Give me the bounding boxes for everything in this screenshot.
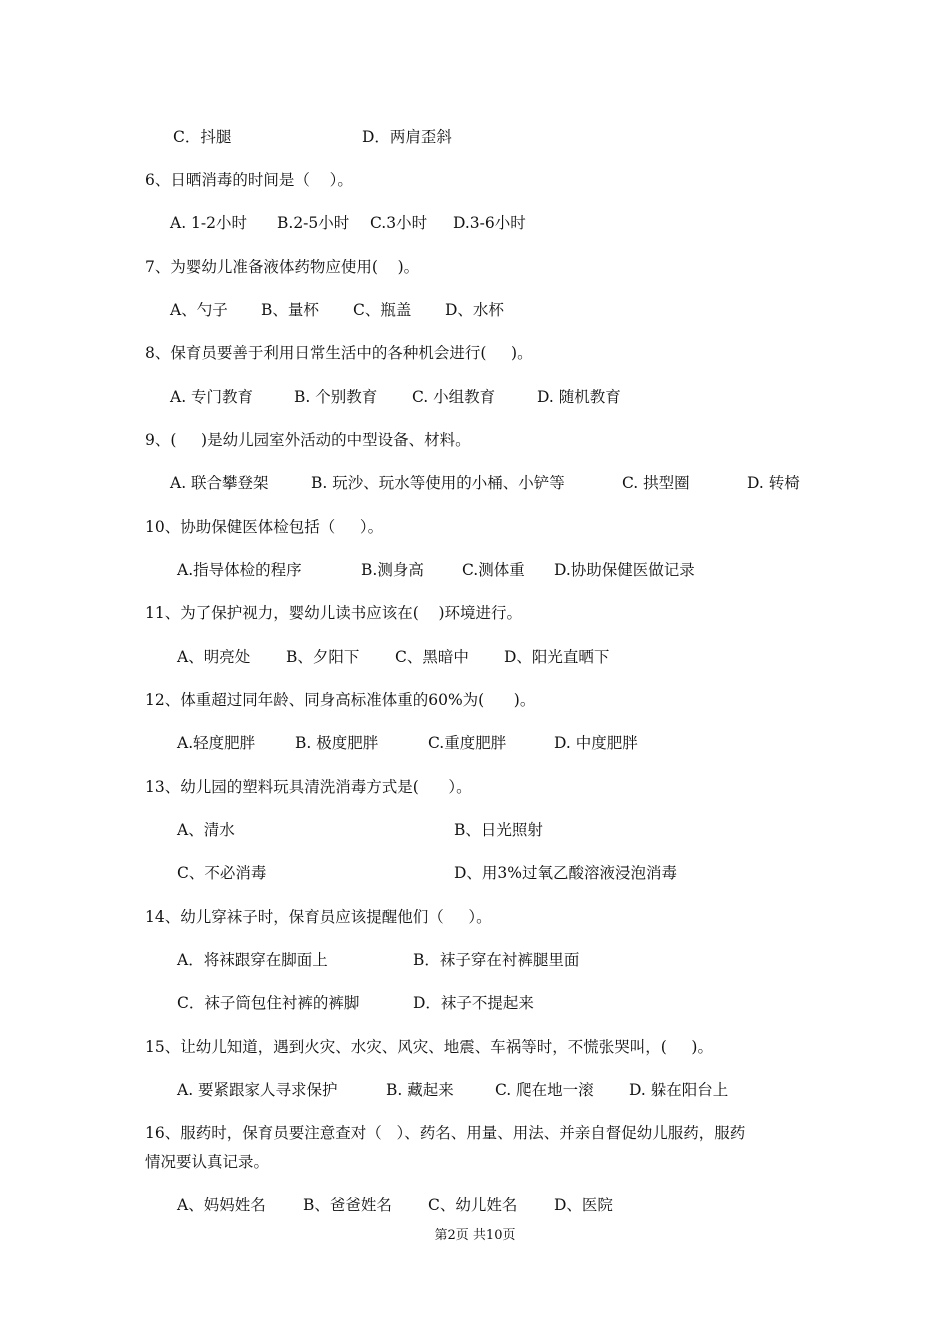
q10-option-b: B.测身高 bbox=[361, 561, 424, 579]
q13-option-d: D、用3%过氧乙酸溶液浸泡消毒 bbox=[454, 864, 678, 882]
q15-stem: 15、让幼儿知道，遇到火灾、水灾、风灾、地震、车祸等时，不慌张哭叫，( )。 bbox=[145, 1038, 713, 1056]
q8-stem: 8、保育员要善于利用日常生活中的各种机会进行( )。 bbox=[145, 344, 533, 362]
q8-option-d: D. 随机教育 bbox=[537, 388, 621, 406]
q10-option-c: C.测体重 bbox=[462, 561, 525, 579]
q7-option-d: D、水杯 bbox=[445, 301, 504, 319]
q7-option-c: C、瓶盖 bbox=[353, 301, 412, 319]
q9-option-b: B. 玩沙、玩水等使用的小桶、小铲等 bbox=[311, 474, 565, 492]
q12-option-b: B. 极度肥胖 bbox=[295, 734, 379, 752]
q12-option-d: D. 中度肥胖 bbox=[554, 734, 638, 752]
q16-option-b: B、爸爸姓名 bbox=[303, 1196, 392, 1214]
q5-option-c: C．抖腿 bbox=[173, 128, 232, 146]
q13-option-c: C、不必消毒 bbox=[177, 864, 267, 882]
q9-option-d: D. 转椅 bbox=[747, 474, 800, 492]
q8-option-b: B. 个别教育 bbox=[294, 388, 378, 406]
q16-option-a: A、妈妈姓名 bbox=[177, 1196, 266, 1214]
q11-option-a: A、明亮处 bbox=[177, 648, 251, 666]
q14-option-a: A．将袜跟穿在脚面上 bbox=[177, 951, 328, 969]
q9-option-c: C. 拱型圈 bbox=[622, 474, 690, 492]
q16-stem-line2: 情况要认真记录。 bbox=[145, 1153, 270, 1171]
q11-stem: 11、为了保护视力，婴幼儿读书应该在( )环境进行。 bbox=[145, 604, 523, 622]
q11-option-d: D、阳光直晒下 bbox=[504, 648, 610, 666]
q7-option-a: A、勺子 bbox=[170, 301, 228, 319]
q14-option-b: B．袜子穿在衬裤腿里面 bbox=[413, 951, 580, 969]
q9-option-a: A. 联合攀登架 bbox=[170, 474, 269, 492]
q6-option-a: A. 1-2小时 bbox=[170, 214, 248, 232]
q8-option-c: C. 小组教育 bbox=[412, 388, 496, 406]
q14-option-c: C．袜子筒包住衬裤的裤脚 bbox=[177, 994, 360, 1012]
q12-option-c: C.重度肥胖 bbox=[428, 734, 507, 752]
page-footer: 第2页 共10页 bbox=[434, 1228, 516, 1243]
q6-option-b: B.2-5小时 bbox=[277, 214, 350, 232]
q8-option-a: A. 专门教育 bbox=[170, 388, 254, 406]
q15-option-a: A. 要紧跟家人寻求保护 bbox=[177, 1081, 338, 1099]
q15-option-d: D. 躲在阳台上 bbox=[629, 1081, 729, 1099]
q15-option-b: B. 藏起来 bbox=[386, 1081, 454, 1099]
q6-option-c: C.3小时 bbox=[370, 214, 428, 232]
q10-stem: 10、协助保健医体检包括（ ）。 bbox=[145, 518, 384, 536]
q5-option-d: D．两肩歪斜 bbox=[362, 128, 452, 146]
q6-stem: 6、日晒消毒的时间是（ ）。 bbox=[145, 171, 353, 189]
q11-option-c: C、黑暗中 bbox=[395, 648, 469, 666]
q10-option-d: D.协助保健医做记录 bbox=[554, 561, 695, 579]
q14-option-d: D．袜子不提起来 bbox=[413, 994, 534, 1012]
q16-stem-line1: 16、服药时，保育员要注意查对（ ）、药名、用量、用法、并亲自督促幼儿服药，服药 bbox=[145, 1124, 746, 1142]
q9-stem: 9、( )是幼儿园室外活动的中型设备、材料。 bbox=[145, 431, 471, 449]
q7-stem: 7、为婴幼儿准备液体药物应使用( )。 bbox=[145, 258, 420, 276]
q10-option-a: A.指导体检的程序 bbox=[177, 561, 302, 579]
q11-option-b: B、夕阳下 bbox=[286, 648, 360, 666]
q6-option-d: D.3-6小时 bbox=[453, 214, 526, 232]
q12-stem: 12、体重超过同年龄、同身高标准体重的60%为( )。 bbox=[145, 691, 536, 709]
q13-option-a: A、清水 bbox=[177, 821, 235, 839]
q16-option-c: C、幼儿姓名 bbox=[428, 1196, 518, 1214]
q16-option-d: D、医院 bbox=[554, 1196, 613, 1214]
q14-stem: 14、幼儿穿袜子时，保育员应该提醒他们（ ）。 bbox=[145, 908, 492, 926]
q13-stem: 13、幼儿园的塑料玩具清洗消毒方式是( ）。 bbox=[145, 778, 472, 796]
q15-option-c: C. 爬在地一滚 bbox=[495, 1081, 594, 1099]
q13-option-b: B、日光照射 bbox=[454, 821, 543, 839]
q7-option-b: B、量杯 bbox=[261, 301, 319, 319]
q12-option-a: A.轻度肥胖 bbox=[177, 734, 256, 752]
